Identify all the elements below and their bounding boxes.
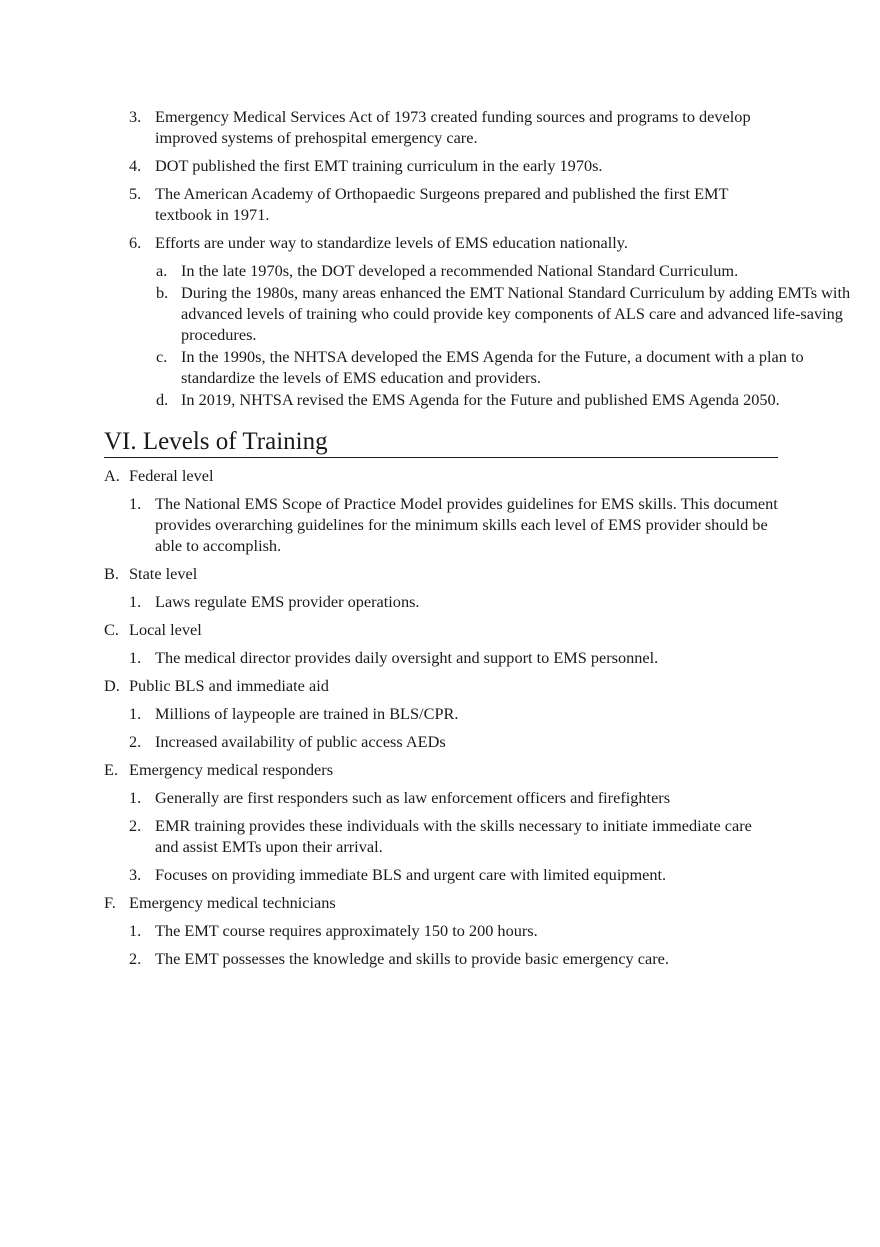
item-text: The National EMS Scope of Practice Model provides guidelines for EMS skills. This document provides overarching guidelines for the minimum skills each level of EMS provider should be able to accomplish. xyxy=(155,494,778,555)
item-text: Increased availability of public access AEDs xyxy=(155,732,446,751)
section-title xyxy=(104,759,778,780)
item-marker: 2. xyxy=(129,816,142,835)
sublist-item xyxy=(104,282,853,345)
list-item xyxy=(104,787,778,808)
section-marker: F. xyxy=(104,893,116,912)
item-marker: 1. xyxy=(129,648,142,667)
item-marker: 2. xyxy=(129,732,142,751)
section-list xyxy=(104,787,778,885)
item-marker: 1. xyxy=(129,494,142,513)
item-text: In 2019, NHTSA revised the EMS Agenda for the Future and published EMS Agenda 2050. xyxy=(181,390,780,409)
item-marker: 1. xyxy=(129,592,142,611)
section-marker: A. xyxy=(104,466,120,485)
section-list xyxy=(104,920,778,969)
section-title-text: Public BLS and immediate aid xyxy=(129,676,329,695)
list-item xyxy=(104,493,778,556)
item-text: Efforts are under way to standardize levels of EMS education nationally. xyxy=(155,233,628,252)
item-text: The American Academy of Orthopaedic Surgeons prepared and published the first EMT textbook in 1971. xyxy=(155,184,729,224)
section-list xyxy=(104,591,778,612)
list-item xyxy=(104,155,778,176)
section-federal xyxy=(104,465,778,556)
section-title xyxy=(104,563,778,584)
item-marker: 2. xyxy=(129,949,142,968)
section-marker: E. xyxy=(104,760,119,779)
section-list xyxy=(104,647,778,668)
section-public-bls xyxy=(104,675,778,752)
section-emr xyxy=(104,759,778,885)
sublist-item xyxy=(104,260,853,281)
section-list xyxy=(104,703,778,752)
list-item xyxy=(104,232,851,410)
item-text: The EMT possesses the knowledge and skills to provide basic emergency care. xyxy=(155,949,669,968)
list-item xyxy=(104,948,778,969)
education-sublist xyxy=(155,260,851,410)
item-text: The medical director provides daily oversight and support to EMS personnel. xyxy=(155,648,659,667)
item-text: During the 1980s, many areas enhanced the EMT National Standard Curriculum by adding EMTs with advanced levels of training who could provide key components of ALS care and advanced life-saving procedures. xyxy=(181,283,851,344)
section-local xyxy=(104,619,778,668)
item-marker: 3. xyxy=(129,865,142,884)
list-item xyxy=(104,920,778,941)
item-marker: 1. xyxy=(129,788,142,807)
item-text: Generally are first responders such as law enforcement officers and firefighters xyxy=(155,788,671,807)
item-marker: b. xyxy=(156,283,169,302)
section-title-text: State level xyxy=(129,564,198,583)
list-item xyxy=(104,703,778,724)
section-state xyxy=(104,563,778,612)
item-text: In the 1990s, the NHTSA developed the EMS Agenda for the Future, a document with a plan to standardize the levels of EMS education and providers. xyxy=(181,347,804,387)
page-content xyxy=(104,106,851,976)
history-list xyxy=(104,106,851,410)
item-text: Emergency Medical Services Act of 1973 created funding sources and programs to develop improved systems of prehospital emergency care. xyxy=(155,107,751,147)
list-item xyxy=(104,106,778,148)
item-marker: d. xyxy=(156,390,169,409)
item-text: Focuses on providing immediate BLS and urgent care with limited equipment. xyxy=(155,865,667,884)
section-title-text: Federal level xyxy=(129,466,214,485)
section-title xyxy=(104,892,778,913)
section-marker: B. xyxy=(104,564,119,583)
section-title xyxy=(104,675,778,696)
item-marker: 6. xyxy=(129,233,142,252)
section-title-text: Emergency medical technicians xyxy=(129,893,336,912)
item-marker: a. xyxy=(156,261,168,280)
section-title xyxy=(104,619,778,640)
item-text: Millions of laypeople are trained in BLS/CPR. xyxy=(155,704,459,723)
item-marker: 1. xyxy=(129,921,142,940)
sublist-item xyxy=(104,389,853,410)
item-marker: c. xyxy=(156,347,168,366)
item-text: DOT published the first EMT training curriculum in the early 1970s. xyxy=(155,156,603,175)
item-text: In the late 1970s, the DOT developed a recommended National Standard Curriculum. xyxy=(181,261,739,280)
item-marker: 4. xyxy=(129,156,142,175)
section-heading: VI. Levels of Training xyxy=(104,427,778,458)
item-marker: 5. xyxy=(129,184,142,203)
list-item xyxy=(104,815,778,857)
list-item xyxy=(104,183,778,225)
section-marker: C. xyxy=(104,620,119,639)
section-title-text: Local level xyxy=(129,620,202,639)
item-marker: 1. xyxy=(129,704,142,723)
sublist-item xyxy=(104,346,853,388)
item-text: Laws regulate EMS provider operations. xyxy=(155,592,420,611)
list-item xyxy=(104,647,778,668)
item-marker: 3. xyxy=(129,107,142,126)
section-marker: D. xyxy=(104,676,120,695)
section-emt xyxy=(104,892,778,969)
item-text: The EMT course requires approximately 150 to 200 hours. xyxy=(155,921,538,940)
list-item xyxy=(104,731,778,752)
item-text: EMR training provides these individuals with the skills necessary to initiate immediate care and assist EMTs upon their arrival. xyxy=(155,816,752,856)
list-item xyxy=(104,864,778,885)
section-list xyxy=(104,493,778,556)
list-item xyxy=(104,591,778,612)
section-title-text: Emergency medical responders xyxy=(129,760,334,779)
section-title xyxy=(104,465,778,486)
